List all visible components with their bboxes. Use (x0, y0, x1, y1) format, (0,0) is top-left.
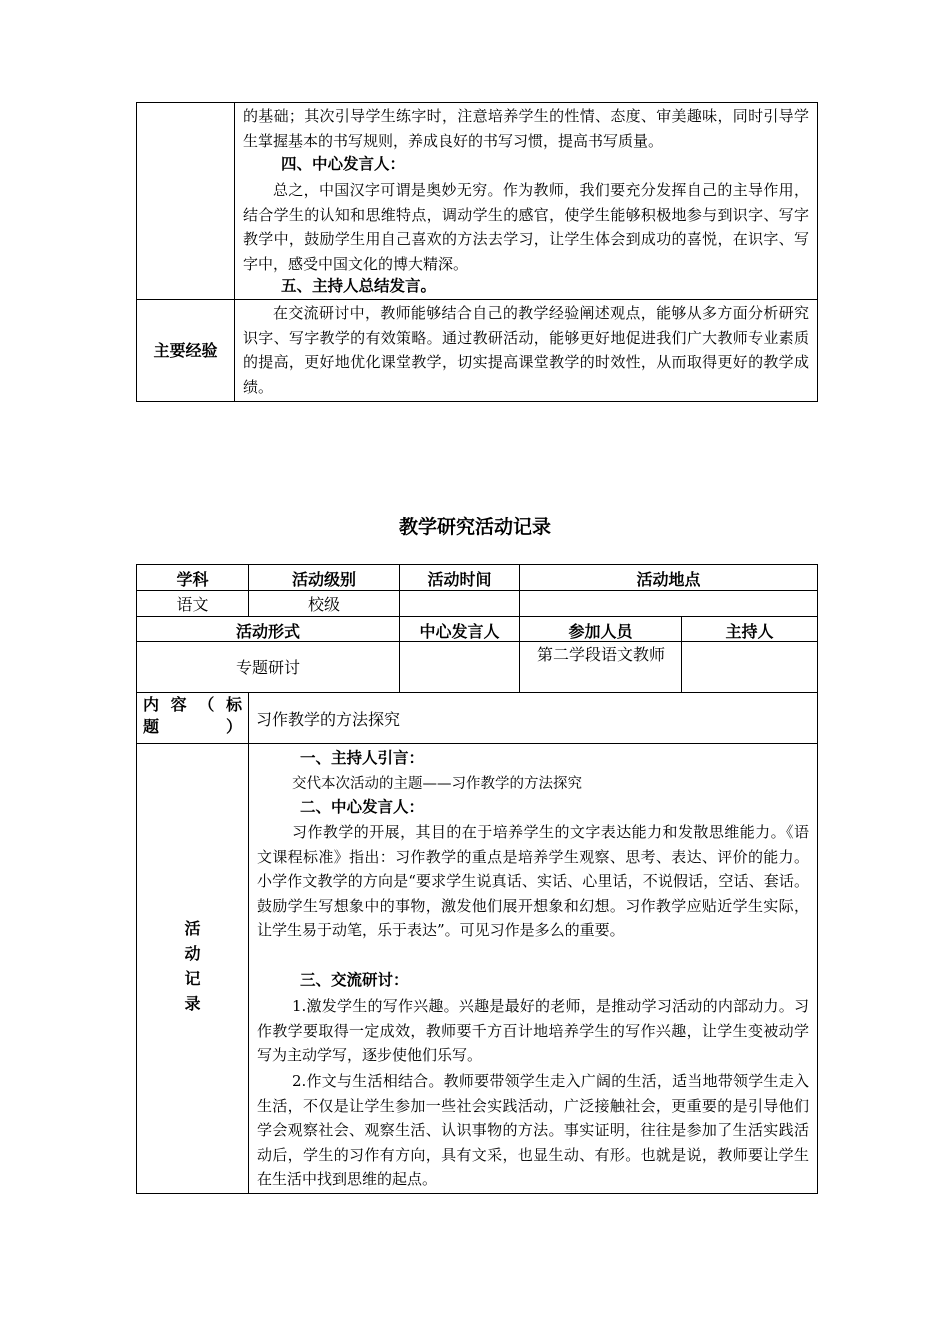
header-participants: 参加人员 (568, 622, 633, 641)
value-subject: 语文 (176, 595, 209, 614)
table-row-divider (136, 692, 818, 693)
section-paragraph-4: 2.作文与生活相结合。教师要带领学生走入广阔的生活，适当地带领学生走入生活，不仅是让学生参加一些社会实践活动，广泛接触社会，更重要的是引导他们学会观察社会、观察生活、认识事物的方法。事实证明，往往是参加了生活实践活动后，学生的习作有方向，具有文采，也显生动、有形。也就是说，教师要让学生在生活中找到思维的起点。 (257, 1072, 809, 1188)
content-title: 习作教学的方法探究 (256, 710, 401, 729)
record-label (137, 916, 248, 1016)
section-heading-3: 三、交流研讨： (300, 971, 409, 989)
header-host: 主持人 (725, 622, 774, 641)
experience-label: 主要经验 (153, 341, 218, 360)
header-place: 活动地点 (636, 570, 701, 589)
table-row-divider (136, 590, 818, 591)
header-form: 活动形式 (235, 622, 300, 641)
content-label: 内 容 （ 标 题） (143, 695, 243, 736)
header-speaker: 中心发言人 (419, 622, 500, 641)
header-time: 活动时间 (427, 570, 492, 589)
section-paragraph-2: 习作教学的开展，其目的在于培养学生的文字表达能力和发散思维能力。《语文课程标准》指出：习作教学的重点是培养学生观察、思考、表达、评价的能力。小学作文教学的方向是“要求学生说真话、实话、心里话，不说假话，空话、套话。鼓励学生写想象中的事物，激发他们展开想象和幻想。习作教学应贴近学生实际，让学生易于动笔，乐于表达”。可见习作是多么的重要。 (257, 823, 809, 939)
table-col-divider (399, 641, 400, 692)
record-label-char: 动 (184, 944, 201, 963)
continued-record-cell (235, 102, 817, 299)
continued-paragraph: 的基础；其次引导学生练字时，注意培养学生的性情、态度、审美趣味，同时引导学生掌握基本的书写规则，养成良好的书写习惯，提高书写质量。 (243, 107, 809, 150)
value-form: 专题研讨 (235, 658, 300, 677)
experience-text: 在交流研讨中，教师能够结合自己的教学经验阐述观点，能够从多方面分析研究识字、写字教学的有效策略。通过教研活动，能够更好地促进我们广大教师专业素质的提高，更好地优化课堂教学，切实提高课堂教学的时效性，从而取得更好的教学成绩。 (243, 304, 809, 396)
section-paragraph-1: 交代本次活动的主题——习作教学的方法探究 (292, 776, 582, 792)
section-heading-1: 一、主持人引言： (300, 749, 425, 767)
record-label-char: 录 (184, 994, 201, 1013)
section-paragraph-4: 总之，中国汉字可谓是奥妙无穷。作为教师，我们要充分发挥自己的主导作用，结合学生的认知和思维特点，调动学生的感官，使学生能够积极地参与到识字、写字教学中，鼓励学生用自己喜欢的方法去学习，让学生体会到成功的喜悦，在识字、写字中，感受中国文化的博大精深。 (243, 181, 809, 273)
activity-record-cell (249, 744, 817, 1194)
section-heading-2: 二、中心发言人： (300, 798, 425, 816)
record-label-char: 活 (184, 919, 201, 938)
page-title: 教学研究活动记录 (398, 516, 551, 538)
experience-cell (235, 300, 817, 401)
table-row-divider (136, 616, 818, 617)
section-heading-4: 四、中心发言人： (281, 155, 406, 173)
header-level: 活动级别 (291, 570, 356, 589)
header-subject: 学科 (176, 570, 209, 589)
record-label-char: 记 (184, 969, 201, 988)
section-heading-5: 五、主持人总结发言。 (281, 277, 437, 295)
value-participants: 第二学段语文教师 (536, 645, 665, 664)
section-paragraph-3: 1.激发学生的写作兴趣。兴趣是最好的老师，是推动学习活动的内部动力。习作教学要取得一定成效，教师要千方百计地培养学生的写作兴趣，让学生变被动学写为主动学写，逐步使他们乐写。 (257, 997, 809, 1064)
value-level: 校级 (307, 595, 340, 614)
